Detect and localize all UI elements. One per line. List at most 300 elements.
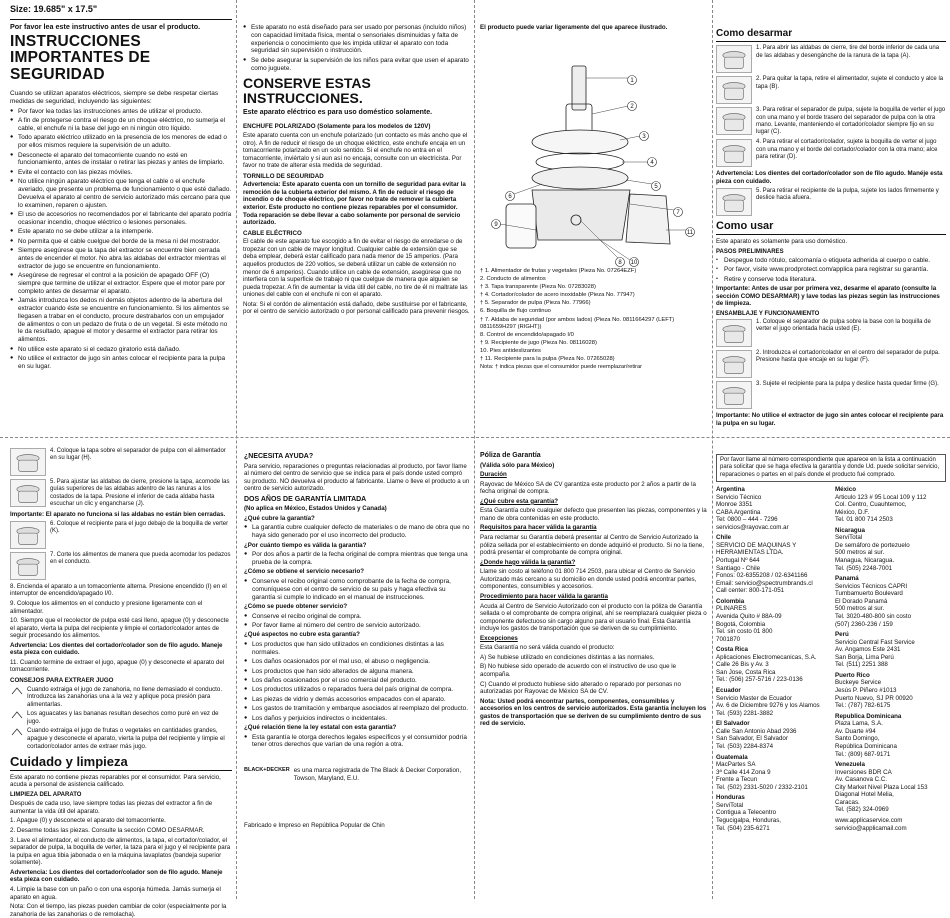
center-line: Portugal Nº 644: [716, 557, 760, 564]
service-center: [835, 631, 946, 669]
part-item: † 5. Separador de pulpa (Pieza No. 77966): [480, 300, 591, 307]
fold-line-v2: [474, 0, 475, 899]
warranty-answer: ● Los productos que han sido alterados de alguna manera.: [244, 668, 470, 676]
service-center: [835, 486, 946, 524]
service-center: [716, 646, 827, 684]
fold-line-v3: [712, 0, 713, 899]
clean-step: 4. Limpie la base con un paño o con una esponja húmeda. Jamás sumerja el aparato en agua.: [10, 885, 221, 901]
center-line: PLINARES: [716, 605, 747, 613]
center-line: México, D.F.: [835, 508, 870, 516]
mx-proc-head: Procedimiento para hacer válida la garantía: [480, 592, 608, 600]
disassemble-step-text: 4. Para retirar el cortador/colador, sujete la boquilla de verter el jugo con una mano y el borde del cortador/colador con la otra mano; alce para retirar (D).: [756, 139, 938, 161]
use-step-text: 10. Siempre que el recolector de pulpa esté casi lleno, apague (0) y desconecte el aparato, vierta la pulpa del recipiente y limpie el cortador/colador antes de seguir procesando los alimentos.: [10, 617, 229, 640]
clean-step: 2. Desarme todas las piezas. Consulte la sección COMO DESARMAR.: [10, 827, 205, 835]
mx-req-text: Para reclamar su Garantía deberá presentar al Centro de Servicio Autorizado la póliza sellada por el establecimiento en donde adquirió el producto. Si no la tiene, podrá presentar el comprobante de compra original.: [480, 534, 704, 557]
warranty-answers: [244, 578, 470, 601]
center-line: Av. Casanova C.C.: [835, 776, 888, 784]
warranty-question: ¿Cómo se puede obtener servicio?: [244, 603, 348, 611]
center-line: Tel. (582) 324-0969: [835, 806, 889, 814]
country-name: Chile: [716, 534, 732, 542]
step-illustration: [716, 45, 752, 73]
center-line: servicio@applicamail.com: [835, 824, 907, 832]
disassemble-step-text: 5. Para retirar el recipiente de la pulpa, sujete los lados firmemente y deslice hacia afuera.: [756, 187, 939, 201]
tip-icon: [10, 686, 24, 696]
center-line: 500 metros al sur.: [835, 605, 885, 613]
warranty-answers: [244, 524, 470, 540]
center-line: Caracas.: [835, 798, 860, 806]
center-line: Tumbamuerto Boulevard: [835, 590, 903, 598]
disassemble-step: [716, 188, 946, 216]
safety-item: ● Por favor lea todas las instrucciones antes de utilizar el producto.: [10, 108, 232, 116]
mx-cover-head: ¿Qué cubre esta garantía?: [480, 497, 559, 505]
service-center: [835, 527, 946, 572]
center-line: San Borja, Lima Perú: [835, 653, 894, 661]
center-line: Puerto Nuevo, SJ PR 00920: [835, 694, 913, 702]
center-line: San Jose, Costa Rica: [716, 668, 776, 676]
safety-item: ● No utilice el extractor de jugo sin antes colocar el recipiente para la pulpa en su lugar.: [10, 355, 232, 371]
use-step-text: 6. Coloque el recipiente para el jugo debajo de la boquilla de verter (K).: [50, 520, 229, 535]
household-notice: Este aparato eléctrico es para uso doméstico solamente.: [243, 108, 433, 116]
center-line: CABA Argentina: [716, 508, 761, 516]
center-line: Monroe 3351: [716, 501, 753, 509]
country-name: Republica Dominicana: [835, 712, 902, 720]
supervision-list: [243, 24, 470, 72]
svg-text:1: 1: [630, 77, 634, 84]
tips-head: CONSEJOS PARA EXTRAER JUGO: [10, 677, 114, 684]
prelim-head: PASOS PRELIMINARES: [716, 248, 784, 255]
center-line: Santiago - Chile: [716, 564, 761, 572]
polarized-text: Este aparato cuenta con un enchufe polarizado (un contacto es más ancho que el otro). A fin de reducir el riesgo de un choque eléctrico, este enchufe encaja en un tomacorriente polarizado en un solo sentido. Si el enchufe no entra en el tomacorriente, inviértalo y si aun así no encaja, consulte con un electricista. Por favor no trate de alterar esta medida de seguridad.: [243, 131, 468, 170]
center-line: Bogotá, Colombia: [716, 620, 766, 628]
panel-help: [244, 450, 470, 896]
center-line: SERVICIO DE MAQUINAS Y: [716, 541, 797, 549]
country-name: Costa Rica: [716, 646, 748, 654]
svg-text:4: 4: [650, 159, 654, 166]
part-item: † 1. Alimentador de frutas y vegetales (Pieza No. 07264EZF): [480, 268, 637, 275]
center-line: Servicios Técnicos CAPRI: [835, 582, 908, 590]
fold-line-v1: [236, 0, 237, 899]
service-center: [835, 761, 946, 814]
center-line: Calle 26 Bis y Av. 3: [716, 661, 769, 669]
supervision-item: ● Este aparato no está diseñado para ser usado por personas (incluído niños) con capacidad limitada física, mental o sensoriales disminuidas y falta de experiencia o conocimiento que les impida utilizar el aparato con toda seguridad sin supervisión o instrucción.: [243, 24, 470, 55]
prelim-item: • Retire y conserve toda literatura.: [716, 276, 946, 284]
step-illustration: [716, 188, 752, 216]
safety-item: ● Asegúrese de regresar el control a la posición de apagado OFF (O) siempre que termine de utilizar el extractor. Espere que el motor pare por completo antes de desarmar el aparato.: [10, 272, 232, 295]
safety-item: ● El uso de accesorios no recomendados por el fabricante del aparato podría ocasionar incendio, choque eléctrico o lesiones personales.: [10, 211, 232, 227]
center-line: Tel. (511) 2251 388: [835, 661, 888, 669]
svg-text:11: 11: [686, 229, 694, 236]
assemble-step: [716, 350, 946, 378]
center-line: Santo Domingo,: [835, 735, 880, 743]
center-line: www.applicaservice.com: [835, 817, 903, 824]
panel-service-centers: [716, 454, 946, 896]
center-line: Managua, Nicaragua.: [835, 557, 895, 564]
howto-title: Como usar: [716, 220, 946, 235]
warranty-answers: [244, 641, 470, 722]
panel-use-continued: [10, 448, 232, 918]
service-center: [716, 794, 827, 832]
center-line: 500 metros al sur.: [835, 549, 885, 557]
country-name: Nicaragua: [835, 526, 865, 534]
mx-title: Póliza de Garantía: [480, 452, 541, 459]
mx-dur-head: Duración: [480, 471, 507, 479]
safety-item: ● Jamás introduzca los dedos ni demás objetos adentro de la abertura del extractor cuando éste se encuentre en funcionamiento. Si los alimentos se llegasen a trabar en el conducto, procure destrabarlos con un empujador de alimentos o con un pedazo de fruta o de un vegetal. Si este método no le da resultado, apague el motor y desarme el extractor para retirar los alimentos.: [10, 297, 232, 344]
pulp-container-shape: [626, 194, 670, 244]
disassemble-step: [716, 107, 946, 136]
cover-shape: [532, 130, 628, 154]
warranty-answer: ● Los gastos de tramitación y embarque asociados al reemplazo del producto.: [244, 705, 470, 713]
panel-mexico-warranty: [480, 452, 708, 896]
tip-icon: [10, 727, 24, 737]
warranty-answer: ● Los daños ocasionados por el mal uso, el abuso o negligencia.: [244, 658, 470, 666]
center-line: Articulo 123 # 95 Local 109 y 112: [835, 493, 927, 501]
mx-cover-text: Esta Garantía cubre cualquier defecto que presenten las piezas, componentes y la mano de obra contenidas en este producto.: [480, 507, 707, 522]
step-illustration: [716, 350, 752, 378]
panel-howto: [716, 28, 946, 434]
country-name: Perú: [835, 631, 849, 639]
use-step-text: 9. Coloque los alimentos en el conducto y presione ligeramente con el alimentador.: [10, 599, 203, 615]
country-name: Honduras: [716, 794, 745, 802]
center-line: ServiTotal: [716, 801, 744, 809]
panel-safety: [10, 4, 232, 434]
tip-item: [10, 686, 232, 709]
prelim-list: [716, 257, 946, 284]
clean-text: Después de cada uso, lave siempre todas las piezas del extractor a fin de aumentar la vida útil del aparato.: [10, 800, 213, 815]
tips-list: [10, 686, 232, 751]
part-item: 2. Conducto de alimentos: [480, 276, 546, 283]
safety-title: INSTRUCCIONES IMPORTANTES DE SEGURIDAD: [10, 32, 151, 84]
mx-exceptions: [480, 654, 708, 696]
made-in: Fabricado e Impreso en República Popular de Chin: [244, 822, 385, 830]
tip-text: Cuando extraiga el jugo de zanahoria, no llene demasiado el conducto. Introduzca las zanahorias una a la vez y aplique poca presión para alimentarlas.: [27, 685, 223, 708]
use-step-text: Advertencia: Los dientes del cortador/colador son de filo agudo. Maneje esta pieza con cuidado.: [10, 641, 223, 657]
help-head: ¿NECESITA AYUDA?: [244, 453, 314, 460]
step-illustration: [716, 381, 752, 409]
center-line: Tel.: (787) 782-6175: [835, 702, 891, 710]
panel-conserve: [243, 24, 470, 434]
service-center: [716, 754, 827, 792]
cable-head: CABLE ELÉCTRICO: [243, 229, 302, 237]
mx-proc-text: Acuda al Centro de Servicio Autorizado con el producto con la póliza de Garantía sellada o el comprobante de compra original, ahí se reemplazará cualquier pieza o componente defectuoso sin cargo alguno para el usuario final. Esta Garantía incluye los gastos de transportación que se deriven de su cumplimiento.: [480, 602, 707, 633]
tip-text: Cuando extraiga el jugo de frutas o vegetales en cantidades grandes, apague y desconecte el aparato, vierta la pulpa del recipiente y limpie el cortador/colador antes de extraer más jugo.: [27, 727, 225, 750]
disassemble-steps: [716, 45, 946, 215]
center-line: Tel. (502) 2331-5020 / 2332-2101: [716, 783, 808, 791]
disassemble-step: [716, 139, 946, 167]
center-line: Tel. sin costo 01 800: [716, 628, 773, 636]
food-pusher-shape: [572, 66, 586, 110]
howto-intro: Este aparato es solamente para uso doméstico.: [716, 237, 848, 245]
warranty-answer: ● Conserve el recibo original de compra.: [244, 613, 470, 621]
first-use-important: Importante: Antes de usar por primera vez, desarme el aparato (consulte la sección COMO DESARMAR) y lave todas las piezas según las instrucciones de limpieza.: [716, 285, 940, 308]
assemble-step-text: 2. Introduzca el cortador/colador en el centro del separador de pulpa. Presione hasta que encaje en su lugar (F).: [756, 350, 940, 364]
clean-steps: [10, 817, 232, 918]
center-line: Tel. 3020-480-800 sin costo: [835, 612, 912, 620]
mx-dur-text: Rayovac de México SA de CV garantiza este producto por 2 años a partir de la fecha original de compra.: [480, 480, 696, 496]
part-item: 6. Boquilla de flujo continuo: [480, 308, 551, 315]
base-shape: [532, 190, 630, 240]
step-illustration: [716, 139, 752, 167]
supervision-item: ● Se debe asegurar la supervisión de los niños para evitar que usen el aparato como juguete.: [243, 57, 470, 73]
safety-item: ● No utilice este aparato si el cedazo giratorio está dañado.: [10, 346, 232, 354]
safety-item: ● Siempre asegúrese que la tapa del extractor se encuentre bien cerrada antes de encender el motor. No abra las aldabas del extractor mientras el extractor de jugo se encuentre en funcionamiento.: [10, 247, 232, 270]
prelim-item: • Por favor, visite www.prodprotect.com/applica para registrar su garantía.: [716, 266, 946, 274]
safety-item: ● Este aparato no se debe utilizar a la intemperie.: [10, 228, 232, 236]
centers-intro: Por favor llame al número correspondiente que aparece en la lista a continuación para solicitar que se haga efectiva la garantía y donde Ud. puede solicitar servicio, reparaciones o partes en el país donde el producto fué comprado.: [716, 454, 946, 482]
use-step: [10, 552, 232, 580]
center-line: MacPartes SA: [716, 761, 756, 769]
assemble-step-text: Importante: No utilice el extractor de jugo sin antes colocar el recipiente para la pulpa en su lugar.: [716, 412, 944, 427]
safety-item: ● Desconecte el aparato del tomacorriente cuando no esté en funcionamiento, antes de instalar o retirar las piezas y antes de limpiarlo.: [10, 152, 232, 168]
fold-line-horizontal: [0, 437, 950, 438]
use-step: [10, 479, 232, 508]
brand-logo: BLACK+DECKER: [244, 767, 290, 774]
svg-text:5: 5: [654, 183, 658, 190]
center-line: (507) 2360-236 / 159: [835, 620, 893, 628]
service-center: [835, 713, 946, 758]
center-line: ServiTotal: [835, 534, 863, 542]
diagram-caption: El producto puede variar ligeramente del que aparece ilustrado.: [480, 24, 668, 31]
center-line: HERRAMIENTAS LTDA.: [716, 549, 784, 557]
center-line: Plaza Lama, S.A.: [835, 720, 883, 728]
center-line: Aplicaciones Electromecanicas, S.A.: [716, 653, 817, 661]
mx-exception: A) Se hubiese utilizado en condiciones distintas a las normales.: [480, 653, 655, 661]
warranty-question: ¿Qué cubre la garantía?: [244, 514, 315, 522]
country-name: Guatemala: [716, 753, 748, 761]
country-name: Venezuela: [835, 761, 865, 769]
warranty-head: DOS AÑOS DE GARANTÍA LIMITADA: [244, 495, 367, 503]
mx-exception: C) Cuando el producto hubiese sido alterado o reparado por personas no autorizadas por Rayovac de México SA de CV.: [480, 680, 681, 696]
country-name: Colombia: [716, 597, 745, 605]
use-step: [10, 448, 232, 476]
center-line: Tel. 01 800 714 2503: [835, 516, 893, 524]
mx-req-head: Requisitos para hacer válida la garantía: [480, 524, 597, 532]
clean-step: Advertencia: Los dientes del cortador/colador son de filo agudo. Maneje esta pieza con cuidado.: [10, 868, 223, 884]
use-step-text: 8. Encienda el aparato a un tomacorriente alterna. Presione encendido (I) en el interruptor de encendido/apagado I/0.: [10, 582, 227, 598]
center-line: Tegucigalpa, Honduras,: [716, 817, 782, 824]
center-line: servicios@rayovac.com.ar: [716, 523, 789, 531]
clean-step: Nota: Con el tiempo, las piezas pueden cambiar de color (especialmente por la zanahoria de las zanahorias o de remolacha).: [10, 903, 227, 918]
part-item: † 11. Recipiente para la pulpa (Pieza No. 07265028): [480, 355, 615, 362]
callout-7: [674, 207, 683, 216]
service-center: [835, 817, 946, 832]
center-line: Tel.: (506) 257-5716 / 223-0136: [716, 676, 803, 684]
warranty-answers: [244, 734, 470, 750]
svg-text:10: 10: [630, 259, 638, 266]
prelim-item: • Despegue todo rótulo, calcomanía o etiqueta adherida al cuerpo o cable.: [716, 257, 946, 265]
step-illustration: [716, 319, 752, 347]
parts-footnote: Nota: † indica piezas que el consumidor puede reemplazar/retirar: [480, 363, 642, 370]
safety-intro: Cuando se utilizan aparatos eléctricos, siempre se debe respetar ciertas medidas de seguridad, incluyendo las siguientes:: [10, 89, 219, 105]
step-illustration: [10, 521, 46, 549]
mx-where-head: ¿Donde hago válida la garantía?: [480, 558, 576, 566]
center-line: República Dominicana: [835, 742, 897, 750]
svg-text:7: 7: [676, 209, 680, 216]
assemble-steps: [716, 319, 946, 427]
size-label: Size: 19.685" x 17.5": [10, 4, 98, 14]
step-illustration: [716, 76, 752, 104]
centers-left: [716, 486, 827, 835]
center-line: San Salvador, El Salvador: [716, 735, 788, 743]
mx-where-text: Llame sin costo al teléfono 01 800 714 2503, para ubicar el Centro de Servicio Autorizado más cercano a su domicilio en donde usted podrá encontrar partes, componentes, consumibles y accesorios.: [480, 568, 697, 591]
service-center: [835, 575, 946, 628]
warranty-answers: [244, 613, 470, 630]
center-line: 3ª Calle 414 Zona 9: [716, 768, 771, 776]
part-item: † 9. Recipiente de jugo (Pieza No. 08116028): [480, 339, 597, 346]
pulp-separator-shape: [532, 167, 628, 189]
mx-note: Nota: Usted podrá encontrar partes, componentes, consumibles y accesorios en los centros de servicio autorizados. Esta garantía incluyen los gastos de transportación que se deriven de su cumplimiento dentro de sus red de servicio.: [480, 697, 707, 728]
disassemble-step-text: 3. Para retirar el separador de pulpa, sujete la boquilla de verter el jugo con una mano y el borde trasero del separador de pulpa con la otra mano. Levante, manteniendo el cortador/colador siempre fijo en su lugar (C).: [756, 107, 946, 136]
center-line: Frente a Tecun: [716, 776, 758, 784]
tip-item: [10, 727, 232, 750]
warranty-answer: ● Los daños ocasionados por el uso comercial del producto.: [244, 677, 470, 685]
warranty-question: ¿Por cuánto tiempo es válida la garantía?: [244, 541, 367, 549]
conserve-title: CONSERVE ESTAS INSTRUCCIONES.: [243, 75, 371, 107]
callout-9: [492, 219, 501, 228]
center-line: Servicio Master de Ecuador: [716, 694, 793, 702]
mx-exception: B) No hubiese sido operado de acuerdo con el instructivo de uso que le acompaña.: [480, 663, 677, 679]
clean-step: 3. Lave el alimentador, el conducto de alimentos, la tapa, el cortador/colador, el separador de pulpa, la boquilla de verter, la taza para el jugo y el recipiente para la pulpa en agua tibia jabonada o en la máquina lavaplatos (bandeja superior solamente).: [10, 836, 231, 867]
center-line: Avenida Quito # 88A-09: [716, 612, 782, 620]
part-item: † 7. Aldaba de seguridad (por ambos lados) (Pieza No. 0811664297 (LEFT) 0811659H297 (RIGHT)): [480, 316, 675, 330]
mx-sub: (Válida sólo para México): [480, 461, 555, 469]
trademark-text: es una marca registrada de The Black & Decker Corporation, Towson, Maryland, E.U.: [293, 767, 462, 782]
cord-note: Nota: Si el cordón de alimentación está dañado, debe sustituirse por el fabricante, por el centro de servicio autorizado o por personal calificado para prevenir riesgos.: [243, 300, 470, 316]
service-center: [716, 534, 827, 595]
read-first-notice: Por favor lea este instructivo antes de usar el producto.: [10, 21, 201, 31]
disassemble-title: Como desarmar: [716, 28, 946, 42]
center-line: Tel. (593) 2281-3882: [716, 709, 774, 717]
warranty-question: ¿Qué aspectos no cubre esta garantía?: [244, 631, 360, 639]
center-line: Tel. (505) 2248-7001: [835, 564, 893, 572]
callout-11: [686, 227, 695, 236]
center-line: Contigua a Telecentro: [716, 809, 777, 817]
safety-item: ● No utilice ningún aparato eléctrico que tenga el cable o el enchufe averiado, que presente un problema de funcionamiento o que esté dañado. Devuelva el aparato al centro de servicio autorizado más cercano para que lo examinen, reparen o ajusten.: [10, 178, 232, 209]
safety-item: ● Evite el contacto con las piezas móviles.: [10, 169, 232, 177]
warranty-question: ¿Cómo se obtiene el servicio necesario?: [244, 568, 365, 576]
callout-6: [506, 191, 515, 200]
use-step-text: 4. Coloque la tapa sobre el separador de pulpa con el alimentador en su lugar (H).: [50, 448, 226, 462]
center-line: Tel: 0800 – 444 - 7296: [716, 516, 778, 524]
juicer-diagram: [480, 34, 708, 264]
step-illustration: [10, 479, 46, 507]
country-name: Argentina: [716, 485, 745, 493]
callout-4: [648, 157, 657, 166]
center-line: Tel. (504) 235-6271: [716, 824, 770, 832]
step-illustration: [10, 552, 46, 580]
mx-exc-head: Excepciones: [480, 634, 518, 642]
polarized-head: ENCHUFE POLARIZADO (Solamente para los modelos de 120V): [243, 123, 431, 131]
tip-text: Los aguacates y las bananas resultan desechos como puré en vez de jugo.: [27, 710, 219, 725]
brand-line: [244, 767, 470, 782]
center-line: Av. Angamos Este 2431: [835, 646, 901, 654]
use-steps: [10, 448, 232, 674]
callout-8: [616, 257, 625, 266]
warranty-sub: (No aplica en México, Estados Unidos y Canada): [244, 505, 387, 513]
safety-item: ● No permita que el cable cuelgue del borde de la mesa ni del mostrador.: [10, 238, 232, 246]
part-item: 8. Control de encendido/apagado I/0: [480, 331, 574, 338]
assemble-step-text: 1. Coloque el separador de pulpa sobre la base con la boquilla de verter el jugo orientada hacia usted (E).: [756, 319, 931, 333]
center-line: Jesús P. Piñero #1013: [835, 687, 897, 694]
warranty-qa: [244, 515, 470, 749]
callout-3: [640, 131, 649, 140]
part-item: † 3. Tapa transparente (Pieza No. 07283028): [480, 284, 596, 291]
assemble-step: [716, 319, 946, 347]
center-line: Buckeye Service: [835, 679, 882, 687]
country-name: Puerto Rico: [835, 671, 870, 679]
svg-text:3: 3: [642, 133, 646, 140]
use-step-text: Importante: El aparato no funciona si las aldabas no están bien cerradas.: [10, 511, 226, 519]
svg-text:8: 8: [618, 259, 622, 266]
disassemble-step: [716, 45, 946, 73]
callout-10: [630, 257, 639, 266]
center-line: Tel. (503) 2284-8374: [716, 742, 774, 750]
service-center: [716, 486, 827, 531]
safety-item: ● Todo aparato eléctrico utilizado en la presencia de los menores de edad o por ellos mismos requiere la supervisión de un adulto.: [10, 134, 232, 150]
center-line: Call center: 800-171-051: [716, 587, 785, 595]
use-step-text: 5. Para ajustar las aldabas de cierre, presione la tapa, acomode las guías superiores de las aldabas adentro de las ranuras a los costados de la tapa. Presione el inferior de cada aldaba hasta escuchar un clic y engancharse (J).: [50, 479, 230, 507]
center-line: Col. Centro, Cuauhtemoc,: [835, 501, 907, 509]
country-name: Ecuador: [716, 687, 741, 694]
service-center: [716, 720, 827, 750]
assemble-head: ENSAMBLAJE Y FUNCIONAMIENTO: [716, 310, 820, 317]
use-step: [10, 521, 232, 549]
disassemble-step: [716, 76, 946, 104]
cable-text: El cable de este aparato fue escogido a fin de evitar el riesgo de enredarse o de tropezar con un cable de mayor longitud. Cualquier cable de extensión que se deba emplear, deberá estar calificado para nada menor de 15 amperios. (Para aquellos productos de 220 voltios, se deberá utilizar un cable de extensión no menor de 6 amperios). Cuando utilice un cable de extensión, asegúrese que no interfiera con la superficie de trabajo ni que cuelgue de manera que alguien se pueda tropezar. A fin de aumentar la vida útil del cable, no tire de él ni maltrate las uniones del cable con el enchufe ni con el aparato.: [243, 238, 468, 299]
assemble-step: [716, 381, 946, 409]
disassemble-step-text: Advertencia: Los dientes del cortador/colador son de filo agudo. Manéje esta pieza con cuidado.: [716, 170, 943, 185]
center-line: Tel.: (809) 687-9171: [835, 750, 891, 758]
part-item: 10. Pies antideslizantes: [480, 347, 541, 354]
help-text: Para servicio, reparaciones o preguntas relacionadas al producto, por favor llame al número del centro de servicio que se indica para el país donde usted compró su producto. NO devuelva el producto al fabricante. Llame o lleve el producto a un centro de servicio autorizado.: [244, 462, 470, 493]
country-name: México: [835, 485, 856, 493]
svg-text:6: 6: [508, 193, 512, 200]
care-intro: Este aparato no contiene piezas reparables por el consumidor. Para servicio, acuda a personal de asistencia calificado.: [10, 773, 221, 789]
svg-text:2: 2: [630, 103, 634, 110]
screw-head: TORNILLO DE SEGURIDAD: [243, 172, 324, 180]
callout-1: [628, 75, 637, 84]
tip-icon: [10, 710, 24, 720]
centers-right: [835, 486, 946, 835]
assemble-step-text: 3. Sujete el recipiente para la pulpa y deslice hasta quedar firme (G).: [756, 381, 939, 388]
warranty-answer: ● Esta garantía le otorga derechos legales específicos y el consumidor podría tener otros derechos que varían de una región a otra.: [244, 734, 470, 750]
country-name: El Salvador: [716, 720, 750, 728]
country-name: Panamá: [835, 575, 859, 583]
warranty-answer: ● Conserve el recibo original como comprobante de la fecha de compra, comuníquese con el centro de servicio de su país y haga efectiva su garantía si cumple lo indicado en el manual de instrucciones.: [244, 578, 470, 601]
screw-text: Advertencia: Este aparato cuenta con un tornillo de seguridad para evitar la remoción de la cubierta exterior del mismo. A fin de reducir el riesgo de incendio o de choque eléctrico, por favor no trate de remover la cubierta exterior. Este producto no contiene piezas reparables por el consumidor. Toda reparación se debe llevar a cabo solamente por personal de servicio autorizado.: [243, 181, 466, 227]
warranty-answer: ● Los daños y perjuicios indirectos o incidentales.: [244, 715, 470, 723]
warranty-answer: ● Por favor llame al número del centro de servicio autorizado.: [244, 622, 470, 630]
warranty-answer: ● Los productos que han sido utilizados en condiciones distintas a las normales.: [244, 641, 470, 657]
callout-2: [628, 101, 637, 110]
tip-item: [10, 710, 232, 725]
safety-list: [10, 108, 232, 371]
center-line: Inversiones BDR CA: [835, 768, 892, 776]
center-line: Diagonal Hotel Melia,: [835, 791, 894, 799]
clean-head: LIMPIEZA DEL APARATO: [10, 792, 82, 799]
service-center: [835, 672, 946, 710]
use-step-text: 7. Corte los alimentos de manera que pueda acomodar los pedazos en el conducto.: [50, 551, 231, 566]
warranty-answer: ● Los productos utilizados o reparados fuera del país original de compra.: [244, 686, 470, 694]
center-line: Servicio Técnico: [716, 493, 762, 501]
center-line: Email: servicio@spectrumbrands.cl: [716, 579, 813, 587]
service-center: [716, 598, 827, 643]
center-line: Fonos: 02-6355208 / 02-6341166: [716, 572, 808, 580]
center-line: De semáforo de portezuelo: [835, 541, 910, 549]
step-illustration: [716, 107, 752, 135]
part-item: † 4. Cortador/colador de acero inoxidable (Pieza No. 77947): [480, 292, 635, 299]
step-illustration: [10, 448, 46, 476]
warranty-answers: [244, 551, 470, 567]
